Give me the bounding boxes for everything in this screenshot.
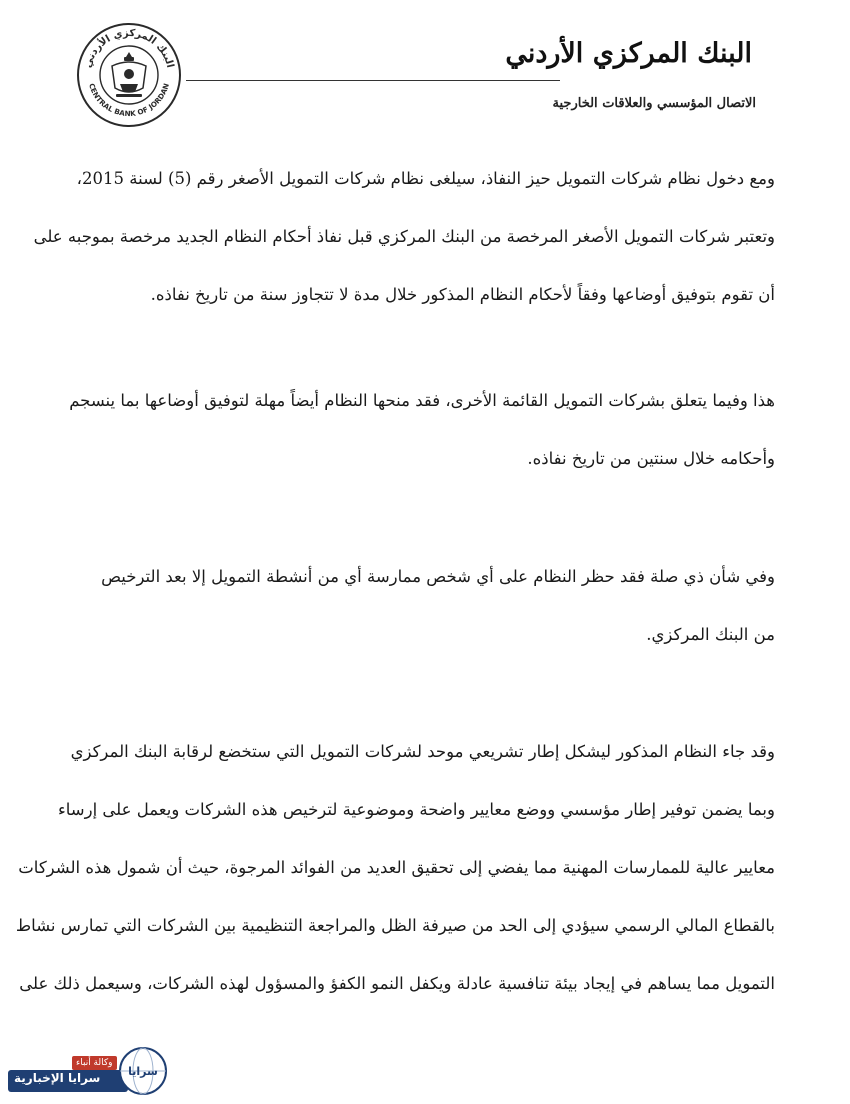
department-name: الاتصال المؤسسي والعلاقات الخارجية (552, 96, 756, 111)
paragraph-2 (69, 372, 775, 488)
watermark-tag: وكالة أنباء (72, 1056, 117, 1070)
paragraph-line: ومع دخول نظام شركات التمويل حيز النفاذ، سيلغى نظام شركات التمويل الأصغر رقم (5) لسنة 2015، (76, 169, 775, 188)
paragraph-line: من البنك المركزي. (646, 625, 775, 644)
svg-text:البنك المركزي الأردني (83, 28, 176, 69)
paragraph-line: بالقطاع المالي الرسمي سيؤدي إلى الحد من صيرفة الظل والمراجعة التنظيمية بين الشركات التي تمارس نشاط (15, 916, 775, 935)
paragraph-1 (33, 150, 775, 324)
paragraph-3 (100, 548, 775, 664)
paragraph-line: وبما يضمن توفير إطار مؤسسي ووضع معايير واضحة وموضوعية لترخيص هذه الشركات ويعمل على إرساء (58, 800, 775, 819)
paragraph-line: التمويل مما يساهم في إيجاد بيئة تنافسية عادلة ويكفل النمو الكفؤ والمسؤول لهذه الشركات، وسيعمل ذلك على (19, 974, 775, 993)
paragraph-4 (15, 723, 775, 1013)
watermark-globe-icon (118, 1046, 168, 1096)
news-watermark (8, 1040, 178, 1100)
paragraph-line: هذا وفيما يتعلق بشركات التمويل القائمة الأخرى، فقد منحها النظام أيضاً مهلة لتوفيق أوضاعها بما ينسجم (69, 391, 775, 410)
paragraph-line: وتعتبر شركات التمويل الأصغر المرخصة من البنك المركزي قبل نفاذ أحكام النظام الجديد مرخصة بموجبه على (33, 227, 775, 246)
header-divider (186, 80, 560, 81)
bank-name-heading: البنك المركزي الأردني (505, 38, 752, 69)
central-bank-seal-icon (76, 22, 182, 128)
paragraph-line: وقد جاء النظام المذكور ليشكل إطار تشريعي موحد لشركات التمويل التي ستخضع لرقابة البنك المركزي (70, 742, 775, 761)
paragraph-line: معايير عالية للممارسات المهنية مما يفضي إلى تحقيق العديد من الفوائد المرجوة، حيث أن شمول هذه الشركات (18, 858, 775, 877)
paragraph-line: أن تقوم بتوفيق أوضاعها وفقاً لأحكام النظام المذكور خلال مدة لا تتجاوز سنة من تاريخ نفاذه. (150, 285, 775, 304)
paragraph-line: وفي شأن ذي صلة فقد حظر النظام على أي شخص ممارسة أي من أنشطة التمويل إلا بعد الترخيص (101, 567, 775, 586)
watermark-globe-text: سرايا (128, 1065, 158, 1078)
watermark-name: سرايا الإخبارية (14, 1071, 101, 1085)
paragraph-line: وأحكامه خلال سنتين من تاريخ نفاذه. (527, 449, 775, 468)
seal-english-text: CENTRAL BANK OF JORDAN (87, 82, 171, 119)
seal-arabic-text: البنك المركزي الأردني (82, 27, 176, 70)
